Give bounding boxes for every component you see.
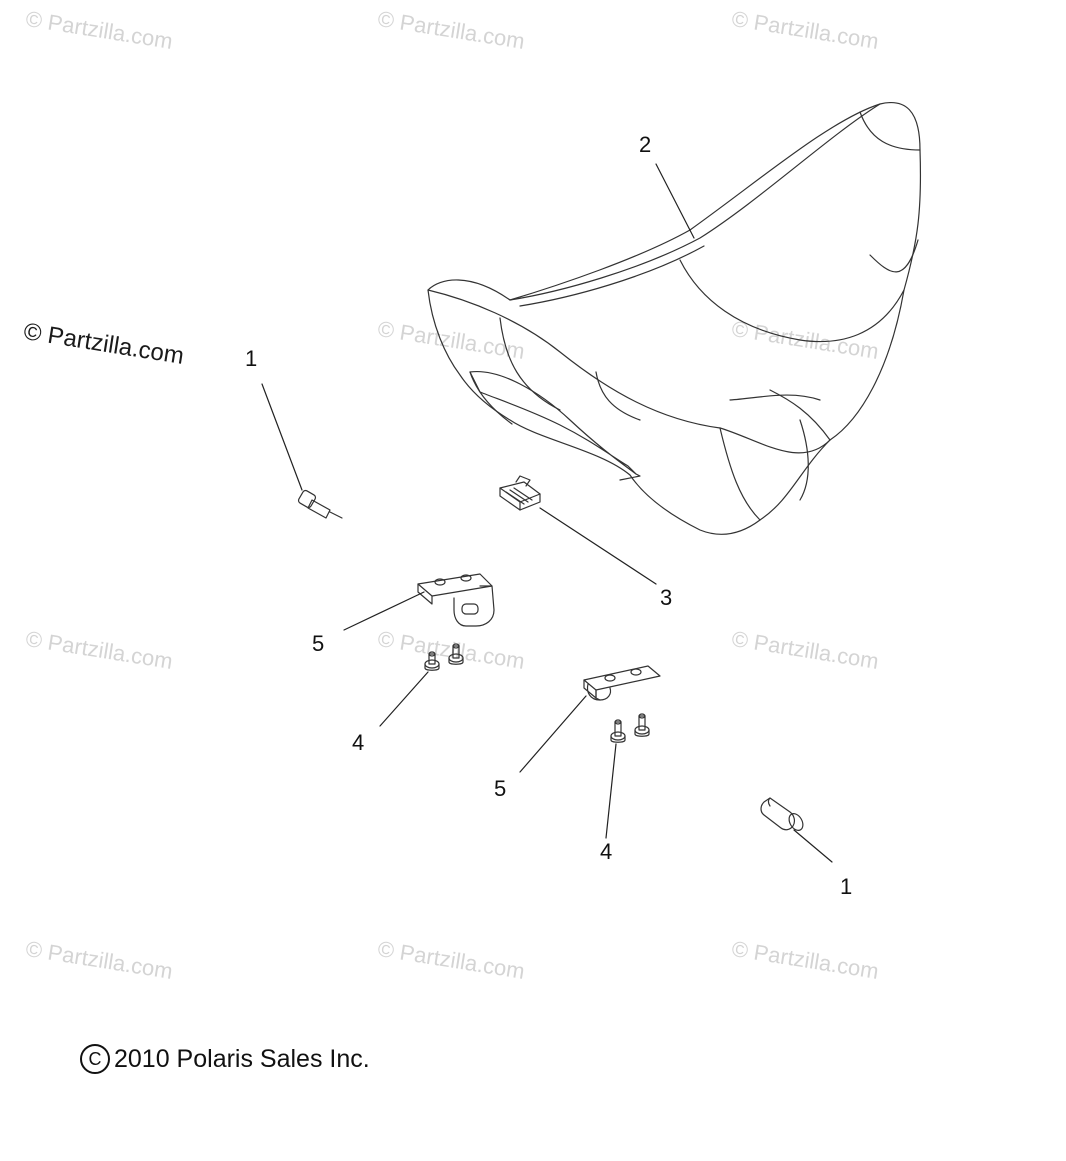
- callout-push-rivet-left: 1: [245, 346, 258, 371]
- push-rivet-right-part: [761, 798, 806, 833]
- leader-line: [606, 744, 616, 838]
- seat-part: [428, 103, 920, 535]
- callout-bracket-left: 5: [312, 631, 325, 656]
- watermark: © Partzilla.com: [24, 6, 175, 54]
- screws-left-part: [425, 644, 463, 670]
- watermark: © Partzilla.com: [730, 626, 881, 674]
- watermark: © Partzilla.com: [376, 936, 527, 984]
- watermark: © Partzilla.com: [24, 626, 175, 674]
- copyright-notice: [80, 1044, 370, 1074]
- callout-push-rivet-right: 1: [840, 874, 853, 899]
- callout-bracket-right: 5: [494, 776, 507, 801]
- leader-line: [794, 830, 832, 862]
- pad-part: [500, 476, 540, 510]
- leader-line: [262, 384, 302, 490]
- callout-screws-left: 4: [352, 730, 365, 755]
- callout-seat: 2: [639, 132, 652, 157]
- watermark: © Partzilla.com: [376, 626, 527, 674]
- watermark: © Partzilla.com: [376, 316, 527, 364]
- bracket-right-part: [584, 666, 660, 700]
- leader-lines: [262, 164, 832, 862]
- watermark: © Partzilla.com: [730, 6, 881, 54]
- callout-screws-right: 4: [600, 839, 613, 864]
- leader-line: [520, 696, 586, 772]
- watermark: © Partzilla.com: [24, 936, 175, 984]
- watermark: © Partzilla.com: [730, 936, 881, 984]
- copyright-symbol: C: [80, 1044, 110, 1074]
- leader-line: [656, 164, 694, 238]
- bracket-left-part: [418, 574, 494, 626]
- leader-line: [540, 508, 656, 584]
- leader-line: [380, 672, 428, 726]
- watermark-main: © Partzilla.com: [21, 318, 186, 370]
- screws-right-part: [611, 714, 649, 742]
- watermark: © Partzilla.com: [730, 316, 881, 364]
- copyright-text: 2010 Polaris Sales Inc.: [114, 1044, 370, 1073]
- push-rivet-left-part: [297, 489, 342, 518]
- callout-pad: 3: [660, 585, 673, 610]
- watermark: © Partzilla.com: [376, 6, 527, 54]
- leader-line: [344, 592, 424, 630]
